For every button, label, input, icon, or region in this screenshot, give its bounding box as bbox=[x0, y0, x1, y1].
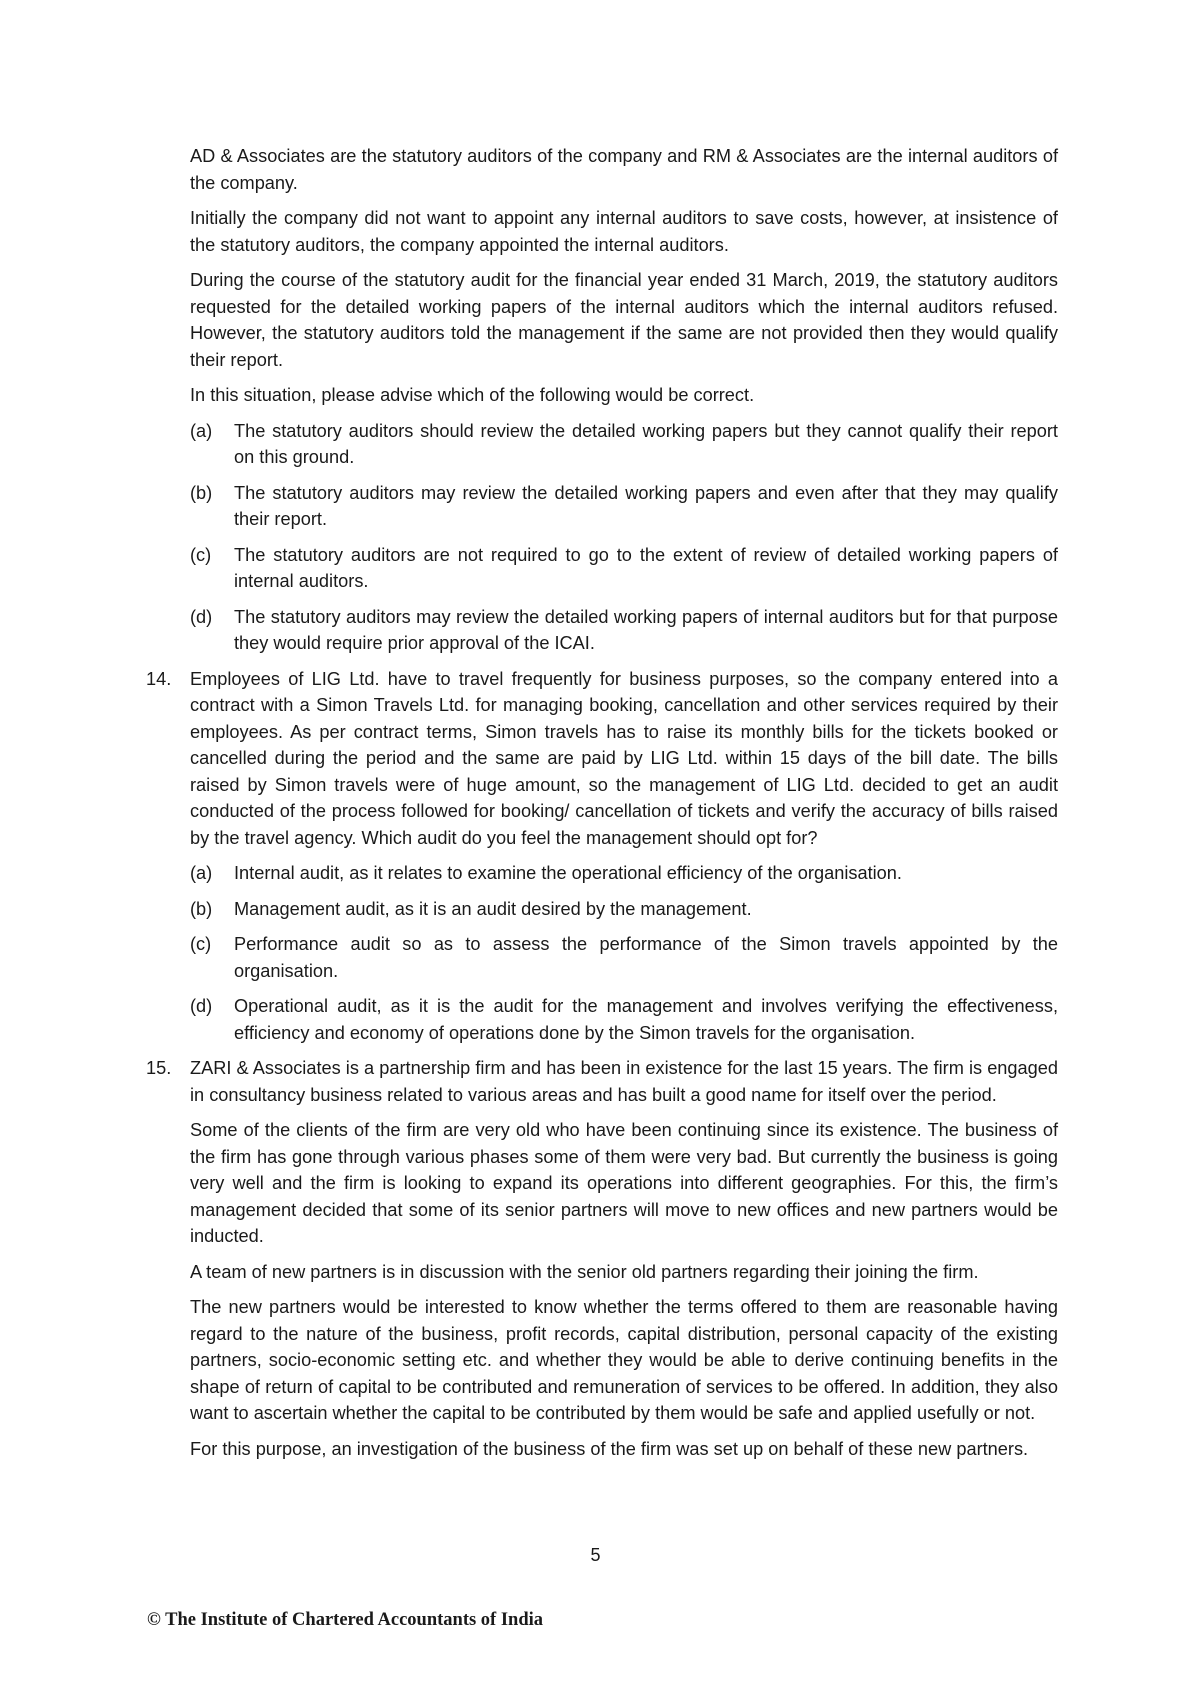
option-item bbox=[190, 480, 1058, 533]
page-number: 5 bbox=[590, 1545, 601, 1565]
option-item bbox=[190, 542, 1058, 595]
question-14-options bbox=[190, 860, 1058, 1046]
question-text: Employees of LIG Ltd. have to travel frequently for business purposes, so the company entered into a contract with a Simon Travels Ltd. for managing booking, cancellation and other services required by their employees. As per contract terms, Simon travels has to raise its monthly bills for the tickets booked or cancelled during the period and the same are paid by LIG Ltd. within 15 days of the bill date. The bills raised by Simon travels were of huge amount, so the management of LIG Ltd. decided to get an audit conducted of the process followed for booking/ cancellation of tickets and verify the accuracy of bills raised by the travel agency. Which audit do you feel the management should opt for? bbox=[190, 668, 1058, 848]
option-item bbox=[190, 931, 1058, 984]
intro-paragraph-3: During the course of the statutory audit for the financial year ended 31 March, 2019, the statutory auditors requested for the detailed working papers of the internal auditors which the internal auditors refused. However, the statutory auditors told the management if the same are not provided then they would qualify their report. bbox=[190, 270, 1058, 370]
option-item bbox=[190, 860, 1058, 887]
option-item bbox=[190, 896, 1058, 923]
option-text: Internal audit, as it relates to examine the operational efficiency of the organisation. bbox=[234, 863, 902, 883]
question-15-paragraph-1: Some of the clients of the firm are very old who have been continuing since its existence. The business of the firm has gone through various phases some of them were very bad. But currently the business is going very well and the firm is looking to expand its operations into different geographies. For this, the firm’s management decided that some of its senior partners will move to new offices and new partners would be inducted. bbox=[190, 1120, 1058, 1246]
option-text: Management audit, as it is an audit desired by the management. bbox=[234, 898, 752, 919]
option-label: (c) bbox=[190, 544, 212, 565]
question-14 bbox=[146, 666, 1058, 1047]
option-label: (b) bbox=[190, 898, 213, 919]
option-item bbox=[190, 418, 1058, 471]
question-number: 14. bbox=[146, 668, 172, 689]
question-15-paragraph-2: A team of new partners is in discussion with the senior old partners regarding their joining the firm. bbox=[190, 1261, 979, 1282]
question-15-paragraph-4: For this purpose, an investigation of the business of the firm was set up on behalf of these new partners. bbox=[190, 1438, 1029, 1459]
question-number: 15. bbox=[146, 1058, 172, 1078]
option-label: (a) bbox=[190, 863, 213, 883]
intro-paragraph-1: AD & Associates are the statutory auditors of the company and RM & Associates are the internal auditors of the company. bbox=[190, 146, 1058, 193]
intro-question: In this situation, please advise which of the following would be correct. bbox=[190, 385, 755, 405]
intro-options bbox=[190, 418, 1058, 657]
option-text: Operational audit, as it is the audit for the management and involves verifying the effectiveness, efficiency and economy of operations done by the Simon travels for the organisation. bbox=[234, 996, 1058, 1043]
option-label: (b) bbox=[190, 482, 213, 503]
option-item bbox=[190, 993, 1058, 1046]
option-text: The statutory auditors may review the detailed working papers and even after that they may qualify their report. bbox=[234, 482, 1058, 529]
option-label: (d) bbox=[190, 996, 213, 1016]
question-15 bbox=[146, 1055, 1058, 1462]
option-label: (a) bbox=[190, 420, 213, 441]
option-label: (d) bbox=[190, 606, 213, 627]
option-text: Performance audit so as to assess the performance of the Simon travels appointed by the organisation. bbox=[234, 934, 1058, 981]
option-text: The statutory auditors should review the detailed working papers but they cannot qualify their report on this ground. bbox=[234, 420, 1058, 467]
intro-paragraph-2: Initially the company did not want to appoint any internal auditors to save costs, however, at insistence of the statutory auditors, the company appointed the internal auditors. bbox=[190, 208, 1058, 255]
question-15-paragraph-3: The new partners would be interested to know whether the terms offered to them are reasonable having regard to the nature of the business, profit records, capital distribution, personal capacity of the existing partners, socio-economic setting etc. and whether they would be able to derive continuing benefits in the shape of return of capital to be contributed and remuneration of services to be offered. In addition, they also want to ascertain whether the capital to be contributed by them would be safe and applied usefully or not. bbox=[190, 1297, 1058, 1423]
option-text: The statutory auditors may review the detailed working papers of internal auditors but for that purpose they would require prior approval of the ICAI. bbox=[234, 606, 1058, 653]
copyright-footer: © The Institute of Chartered Accountants of India bbox=[147, 1610, 544, 1630]
option-item bbox=[190, 604, 1058, 657]
option-text: The statutory auditors are not required to go to the extent of review of detailed working papers of internal auditors. bbox=[234, 544, 1058, 591]
option-label: (c) bbox=[190, 934, 212, 954]
document-body bbox=[146, 143, 1058, 1471]
question-text: ZARI & Associates is a partnership firm and has been in existence for the last 15 years. The firm is engaged in consultancy business related to various areas and has built a good name for itself over the period. bbox=[190, 1058, 1058, 1105]
